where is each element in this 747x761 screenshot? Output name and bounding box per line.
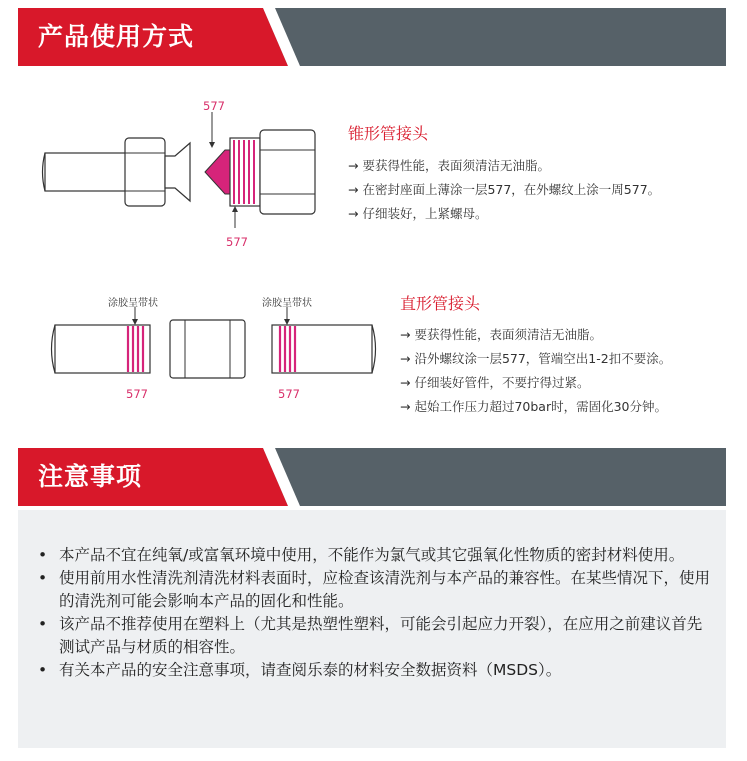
straight-fitting-diagram (40, 295, 380, 405)
section-title-precautions: 注意事项 (38, 462, 143, 491)
precaution-text-4: 有关本产品的安全注意事项，请查阅乐泰的材料安全数据资料（MSDS）。 (59, 661, 562, 679)
straight-step-1: → 要获得性能，表面须清洁无油脂。 (400, 327, 602, 342)
precaution-text-1: 本产品不宜在纯氧/或富氧环境中使用，不能作为氯气或其它强氧化性物质的密封材料使用。 (59, 546, 685, 564)
section-title-usage: 产品使用方式 (38, 22, 195, 51)
conical-step-1: → 要获得性能，表面须清洁无油脂。 (348, 158, 550, 173)
straight-note-left: 涂胶呈带状 (108, 298, 158, 309)
list-item: • 本产品不宜在纯氧/或富氧环境中使用，不能作为氯气或其它强氧化性物质的密封材料使用。 (38, 546, 685, 564)
precaution-text-3: 该产品不推荐使用在塑料上（尤其是热塑性塑料，可能会引起应力开裂），在应用之前建议首先测试产品与材质的相容性。 (59, 615, 703, 656)
conical-fitting-diagram (40, 98, 340, 258)
conical-step-3: → 仔细装好，上紧螺母。 (348, 206, 488, 221)
straight-step-2: → 沿外螺纹涂一层577，管端空出1-2扣不要涂。 (400, 351, 672, 366)
precautions-panel (18, 510, 726, 748)
straight-fitting-title: 直形管接头 (400, 294, 481, 313)
section-header-precautions (18, 448, 726, 506)
precaution-text-2: 使用前用水性清洗剂清洗材料表面时，应检查该清洗剂与本产品的兼容性。在某些情况下，使用的清洗剂可能会影响本产品的固化和性能。 (59, 569, 711, 610)
conical-label-577-bottom: 577 (226, 235, 248, 249)
conical-fitting-title: 锥形管接头 (348, 124, 429, 143)
conical-label-577-top: 577 (203, 99, 225, 113)
conical-step-2: → 在密封座面上薄涂一层577，在外螺纹上涂一周577。 (348, 182, 661, 197)
list-item: • 有关本产品的安全注意事项，请查阅乐泰的材料安全数据资料（MSDS）。 (38, 661, 562, 679)
straight-step-4: → 起始工作压力超过70bar时，需固化30分钟。 (400, 399, 667, 414)
list-item: • 使用前用水性清洗剂清洗材料表面时，应检查该清洗剂与本产品的兼容性。在某些情况下，使用的清洗剂可能会影响本产品的固化和性能。 (38, 569, 711, 610)
straight-note-right: 涂胶呈带状 (262, 298, 312, 309)
precautions-list (36, 544, 716, 682)
straight-label-577-left: 577 (126, 387, 148, 401)
section-header-usage (18, 8, 726, 66)
straight-step-3: → 仔细装好管件，不要拧得过紧。 (400, 375, 590, 390)
list-item: • 该产品不推荐使用在塑料上（尤其是热塑性塑料，可能会引起应力开裂），在应用之前建议首先测试产品与材质的相容性。 (38, 615, 703, 656)
straight-label-577-right: 577 (278, 387, 300, 401)
